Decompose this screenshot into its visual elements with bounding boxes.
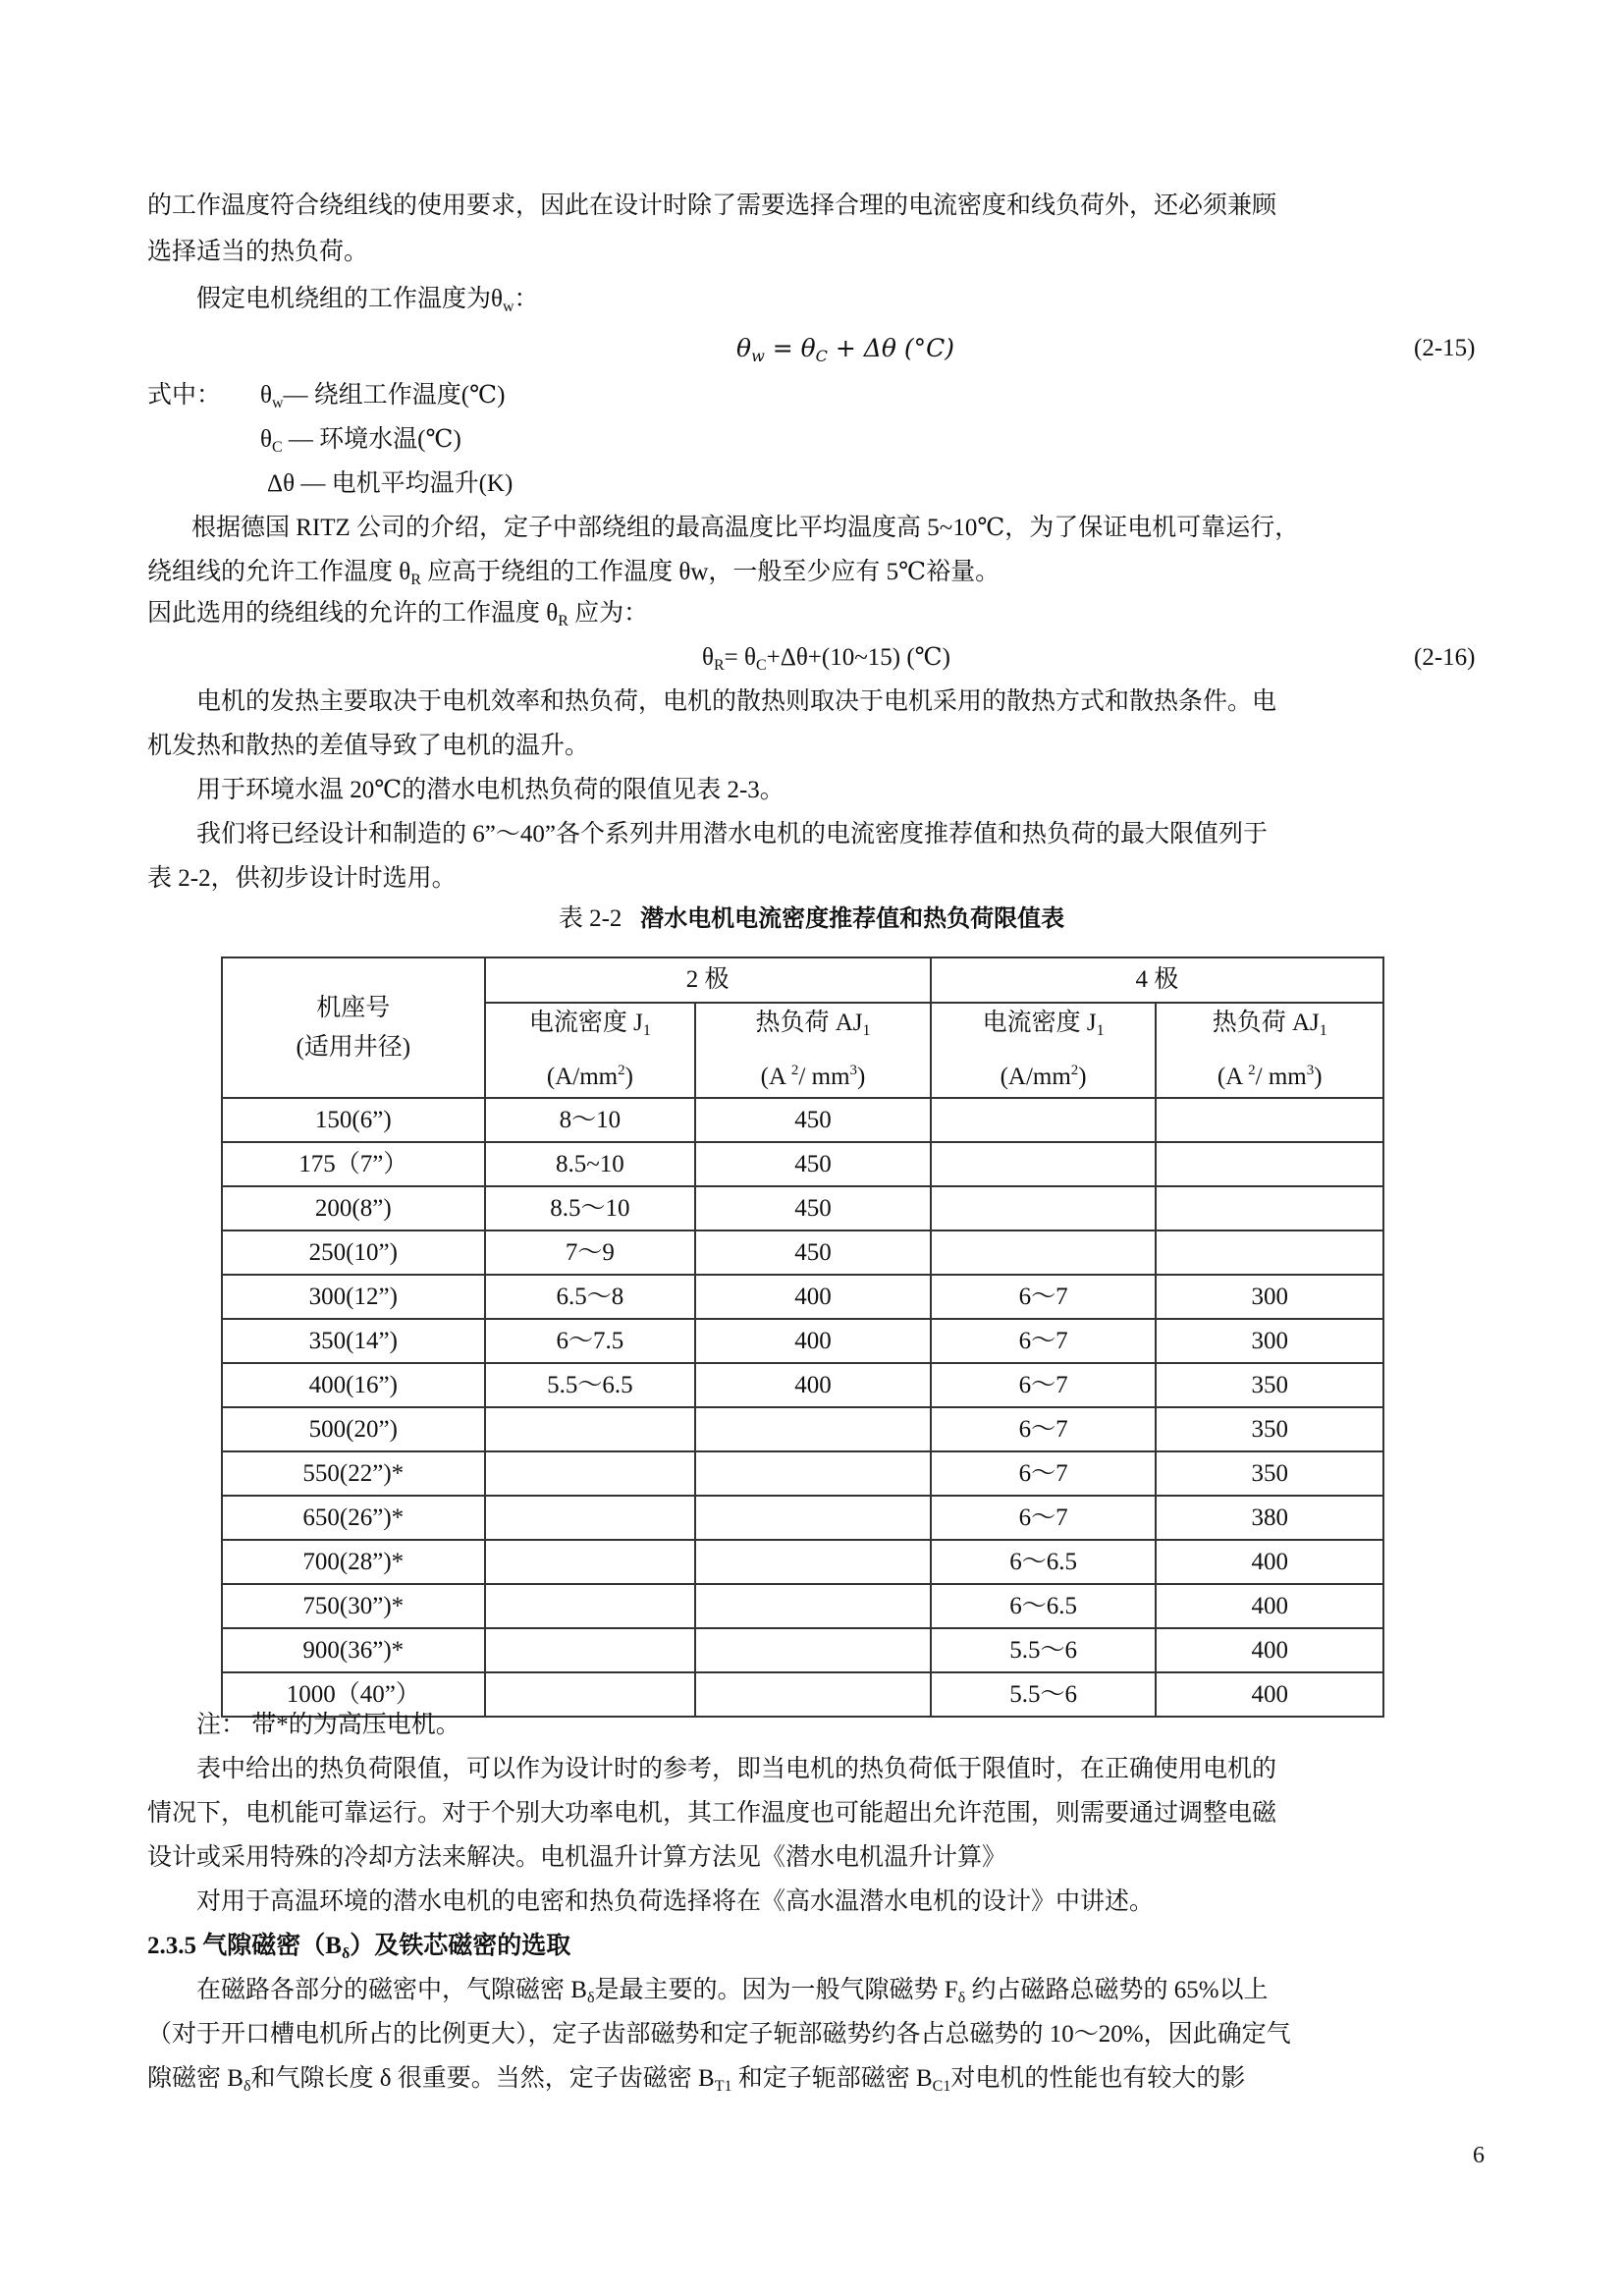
- cell-frame: 200(8”): [222, 1186, 485, 1230]
- cell-j4: 6～6.5: [931, 1584, 1157, 1628]
- definition: [260, 376, 505, 423]
- text: 和气隙长度 δ 很重要。当然，定子齿磁密 B: [250, 2065, 715, 2092]
- cell-j2: [485, 1496, 696, 1540]
- eq-mid-sub: C: [815, 347, 828, 365]
- text: 在磁路各部分的磁密中，气隙磁密 B: [196, 1977, 587, 2003]
- cell-aj2: [695, 1628, 931, 1672]
- subscript: 1: [1096, 1022, 1105, 1039]
- eq-lhs: θ: [702, 644, 714, 671]
- table-row: [222, 1496, 1383, 1540]
- table-row: [222, 1186, 1383, 1230]
- cell-j2: 8～10: [485, 1098, 696, 1142]
- header-heat-load-4pole: [1156, 1003, 1383, 1098]
- definition: [260, 420, 461, 467]
- cell-j2: 6～7.5: [485, 1319, 696, 1363]
- table-header-row: [222, 957, 1383, 1003]
- header-4pole: 4 极: [931, 957, 1383, 1003]
- cell-j4: 5.5～6: [931, 1672, 1157, 1717]
- cell-frame: 400(16”): [222, 1363, 485, 1407]
- cell-j4: [931, 1098, 1157, 1142]
- cell-aj4: 400: [1156, 1584, 1383, 1628]
- cell-aj2: [695, 1540, 931, 1584]
- paragraph-line: 的工作温度符合绕组线的使用要求，因此在设计时除了需要选择合理的电流密度和线负荷外，还必须兼顾: [147, 192, 1277, 219]
- cell-j2: [485, 1540, 696, 1584]
- definition-text: — 环境水温(℃): [282, 426, 461, 453]
- subscript: 1: [1319, 1022, 1327, 1039]
- cell-aj2: [695, 1672, 931, 1717]
- text: 对电机的性能也有较大的影: [950, 2065, 1246, 2092]
- heading-text: ）及铁芯磁密的选取: [350, 1933, 571, 1959]
- paragraph-line: 设计或采用特殊的冷却方法来解决。电机温升计算方法见《潜水电机温升计算》: [147, 1844, 1007, 1871]
- cell-frame: 650(26”)*: [222, 1496, 485, 1540]
- header-text: 电流密度 J: [528, 1010, 643, 1036]
- cell-j4: 6～6.5: [931, 1540, 1157, 1584]
- cell-frame: 150(6”): [222, 1098, 485, 1142]
- cell-frame: 1000（40”）: [222, 1672, 485, 1717]
- cell-j4: 6～7: [931, 1363, 1157, 1407]
- eq-lhs-sub: R: [713, 657, 725, 674]
- text: ：: [514, 286, 539, 312]
- section-heading: [147, 1927, 570, 1974]
- cell-j2: [485, 1407, 696, 1451]
- cell-aj4: [1156, 1186, 1383, 1230]
- definition-text: — 电机平均温升(K): [295, 470, 514, 497]
- cell-j2: [485, 1628, 696, 1672]
- header-text: 热负荷 AJ: [1212, 1010, 1320, 1036]
- equation: [736, 329, 954, 376]
- unit: ): [1314, 1064, 1323, 1090]
- text: 是最主要的。因为一般气隙磁势 F: [594, 1977, 958, 2003]
- text: 和定子轭部磁密 B: [731, 2065, 933, 2092]
- subscript: R: [410, 572, 421, 588]
- symbol: Δθ: [267, 470, 296, 497]
- header-heat-load-2pole: [695, 1003, 931, 1098]
- unit: / mm: [1255, 1064, 1307, 1090]
- definition: [267, 465, 513, 504]
- paragraph-line: 选择适当的热负荷。: [147, 239, 369, 265]
- cell-j2: 8.5~10: [485, 1142, 696, 1186]
- subscript: R: [558, 613, 568, 629]
- superscript: 3: [1306, 1063, 1315, 1078]
- cell-j4: 6～7: [931, 1407, 1157, 1451]
- paragraph-line: [196, 1971, 1269, 2018]
- cell-aj4: [1156, 1142, 1383, 1186]
- cell-j2: [485, 1672, 696, 1717]
- subscript: δ: [957, 1990, 966, 2006]
- unit: ): [624, 1064, 633, 1090]
- symbol: θ: [260, 426, 272, 453]
- cell-j4: [931, 1186, 1157, 1230]
- cell-aj2: 450: [695, 1186, 931, 1230]
- subscript: w: [271, 395, 284, 411]
- cell-aj4: [1156, 1098, 1383, 1142]
- equation-number: (2-15): [1414, 335, 1476, 361]
- cell-frame: 175（7”）: [222, 1142, 485, 1186]
- cell-frame: 500(20”): [222, 1407, 485, 1451]
- header-frame: [222, 957, 485, 1098]
- cell-aj2: [695, 1407, 931, 1451]
- cell-aj2: 400: [695, 1319, 931, 1363]
- table-row: [222, 1098, 1383, 1142]
- table-row: [222, 1540, 1383, 1584]
- paragraph-line: （对于开口槽电机所占的比例更大），定子齿部磁势和定子轭部磁势约各占总磁势的 10～20%，因此确定气: [147, 2021, 1291, 2048]
- header-text: 热负荷 AJ: [755, 1010, 863, 1036]
- cell-j4: 6～7: [931, 1496, 1157, 1540]
- cell-aj2: 450: [695, 1142, 931, 1186]
- cell-j4: [931, 1142, 1157, 1186]
- paragraph-line: [147, 594, 648, 641]
- paragraph-line: 根据德国 RITZ 公司的介绍，定子中部绕组的最高温度比平均温度高 5~10℃，为了保证电机可靠运行，: [191, 515, 1300, 541]
- text: 应高于绕组的工作温度 θw，一般至少应有 5℃裕量。: [420, 559, 1001, 585]
- subscript: δ: [586, 1990, 595, 2006]
- cell-aj2: 450: [695, 1098, 931, 1142]
- table-row: [222, 1407, 1383, 1451]
- paragraph-line: 机发热和散热的差值导致了电机的温升。: [147, 733, 590, 759]
- where-label: 式中：: [147, 382, 222, 409]
- table-row: [222, 1584, 1383, 1628]
- subscript: C1: [932, 2078, 951, 2095]
- cell-aj4: 350: [1156, 1363, 1383, 1407]
- superscript: 3: [849, 1063, 858, 1078]
- subscript: δ: [243, 2078, 251, 2095]
- cell-j2: 5.5～6.5: [485, 1363, 696, 1407]
- cell-j4: 6～7: [931, 1275, 1157, 1319]
- paragraph-line: 我们将已经设计和制造的 6”～40”各个系列井用潜水电机的电流密度推荐值和热负荷的最大限值列于: [196, 821, 1268, 847]
- cell-j4: [931, 1230, 1157, 1275]
- superscript: 2: [618, 1063, 625, 1078]
- text: 绕组线的允许工作温度 θ: [147, 559, 411, 585]
- equation: [702, 638, 950, 685]
- cell-aj2: [695, 1584, 931, 1628]
- cell-frame: 550(22”)*: [222, 1451, 485, 1496]
- cell-aj4: 300: [1156, 1319, 1383, 1363]
- table-row: [222, 1319, 1383, 1363]
- paragraph-line: 用于环境水温 20℃的潜水电机热负荷的限值见表 2-3。: [196, 777, 784, 803]
- superscript: 2: [1070, 1063, 1079, 1078]
- table-row: [222, 1275, 1383, 1319]
- text: 因此选用的绕组线的允许的工作温度 θ: [147, 600, 559, 627]
- cell-frame: 300(12”): [222, 1275, 485, 1319]
- page-number: 6: [1473, 2143, 1485, 2168]
- table-row: [222, 1628, 1383, 1672]
- header-text: 机座号: [316, 994, 391, 1021]
- cell-aj2: 400: [695, 1363, 931, 1407]
- definition-text: — 绕组工作温度(℃): [283, 382, 506, 409]
- cell-frame: 900(36”)*: [222, 1628, 485, 1672]
- cell-frame: 350(14”): [222, 1319, 485, 1363]
- data-table: [221, 957, 1384, 1718]
- cell-aj2: 400: [695, 1275, 931, 1319]
- symbol: θ: [260, 382, 272, 409]
- subscript: 1: [862, 1022, 871, 1039]
- paragraph-line: [147, 2059, 1245, 2106]
- cell-j2: 8.5～10: [485, 1186, 696, 1230]
- unit: ): [1078, 1064, 1087, 1090]
- table-caption: [0, 899, 1623, 939]
- paragraph-line: [196, 280, 539, 327]
- paragraph-line: 表 2-2，供初步设计时选用。: [147, 865, 457, 892]
- cell-aj2: 450: [695, 1230, 931, 1275]
- cell-j4: 5.5～6: [931, 1628, 1157, 1672]
- cell-aj4: 300: [1156, 1275, 1383, 1319]
- cell-aj4: 350: [1156, 1407, 1383, 1451]
- paragraph-line: [147, 553, 1000, 600]
- cell-j2: [485, 1451, 696, 1496]
- superscript: 2: [1248, 1063, 1256, 1078]
- caption-title: 潜水电机电流密度推荐值和热负荷限值表: [640, 904, 1065, 932]
- equation-number: (2-16): [1414, 644, 1476, 671]
- cell-j2: [485, 1584, 696, 1628]
- cell-aj2: [695, 1451, 931, 1496]
- cell-frame: 700(28”)*: [222, 1540, 485, 1584]
- text: 假定电机绕组的工作温度为θ: [196, 286, 503, 312]
- subscript: T1: [714, 2078, 732, 2095]
- unit: (A/mm: [546, 1064, 619, 1090]
- table-body: [222, 1098, 1383, 1717]
- paragraph-line: 表中给出的热负荷限值，可以作为设计时的参考，即当电机的热负荷低于限值时，在正确使用电机的: [196, 1756, 1277, 1782]
- text: 隙磁密 B: [147, 2065, 243, 2092]
- caption-number: 表 2-2: [558, 905, 622, 932]
- unit: (A/mm: [1000, 1064, 1071, 1090]
- cell-aj4: 400: [1156, 1672, 1383, 1717]
- header-current-density-4pole: [931, 1003, 1157, 1098]
- unit: (A: [760, 1064, 791, 1090]
- table-row: [222, 1363, 1383, 1407]
- eq-mid-sub: C: [755, 657, 767, 674]
- table-note: 注： 带*的为高压电机。: [196, 1712, 460, 1738]
- eq-lhs-sub: w: [751, 347, 765, 365]
- eq-mid: = θ: [764, 334, 816, 362]
- heading-text: 2.3.5 气隙磁密（B: [147, 1933, 342, 1959]
- unit: (A: [1217, 1064, 1249, 1090]
- cell-j2: 6.5～8: [485, 1275, 696, 1319]
- cell-aj4: 400: [1156, 1628, 1383, 1672]
- header-current-density-2pole: [485, 1003, 696, 1098]
- eq-rhs: + Δθ (°C): [827, 334, 954, 362]
- text: 约占磁路总磁势的 65%以上: [965, 1977, 1269, 2003]
- table-row: [222, 1142, 1383, 1186]
- paragraph-line: 对用于高温环境的潜水电机的电密和热负荷选择将在《高水温潜水电机的设计》中讲述。: [196, 1888, 1155, 1915]
- cell-aj4: [1156, 1230, 1383, 1275]
- header-text: 电流密度 J: [982, 1010, 1097, 1036]
- cell-j4: 6～7: [931, 1451, 1157, 1496]
- superscript: 2: [790, 1063, 799, 1078]
- text: 应为：: [568, 600, 649, 627]
- cell-aj4: 400: [1156, 1540, 1383, 1584]
- paragraph-line: 情况下，电机能可靠运行。对于个别大功率电机，其工作温度也可能超出允许范围，则需要通过调整电磁: [147, 1800, 1277, 1827]
- unit: ): [857, 1064, 866, 1090]
- cell-aj4: 350: [1156, 1451, 1383, 1496]
- cell-aj4: 380: [1156, 1496, 1383, 1540]
- cell-frame: 250(10”): [222, 1230, 485, 1275]
- eq-rhs: +Δθ+(10~15) (℃): [766, 644, 950, 671]
- eq-lhs: θ: [736, 334, 752, 362]
- cell-j2: 7～9: [485, 1230, 696, 1275]
- cell-aj2: [695, 1496, 931, 1540]
- eq-mid: = θ: [724, 644, 756, 671]
- subscript: w: [502, 299, 514, 315]
- subscript: C: [271, 439, 283, 456]
- table-row: [222, 1230, 1383, 1275]
- subscript: 1: [642, 1022, 651, 1039]
- paragraph-line: 电机的发热主要取决于电机效率和热负荷，电机的散热则取决于电机采用的散热方式和散热条件。电: [196, 688, 1277, 715]
- cell-frame: 750(30”)*: [222, 1584, 485, 1628]
- table-row: [222, 1451, 1383, 1496]
- cell-j4: 6～7: [931, 1319, 1157, 1363]
- header-2pole: 2 极: [485, 957, 931, 1003]
- unit: / mm: [798, 1064, 850, 1090]
- header-text: (适用井径): [296, 1033, 411, 1061]
- subscript: δ: [341, 1945, 351, 1962]
